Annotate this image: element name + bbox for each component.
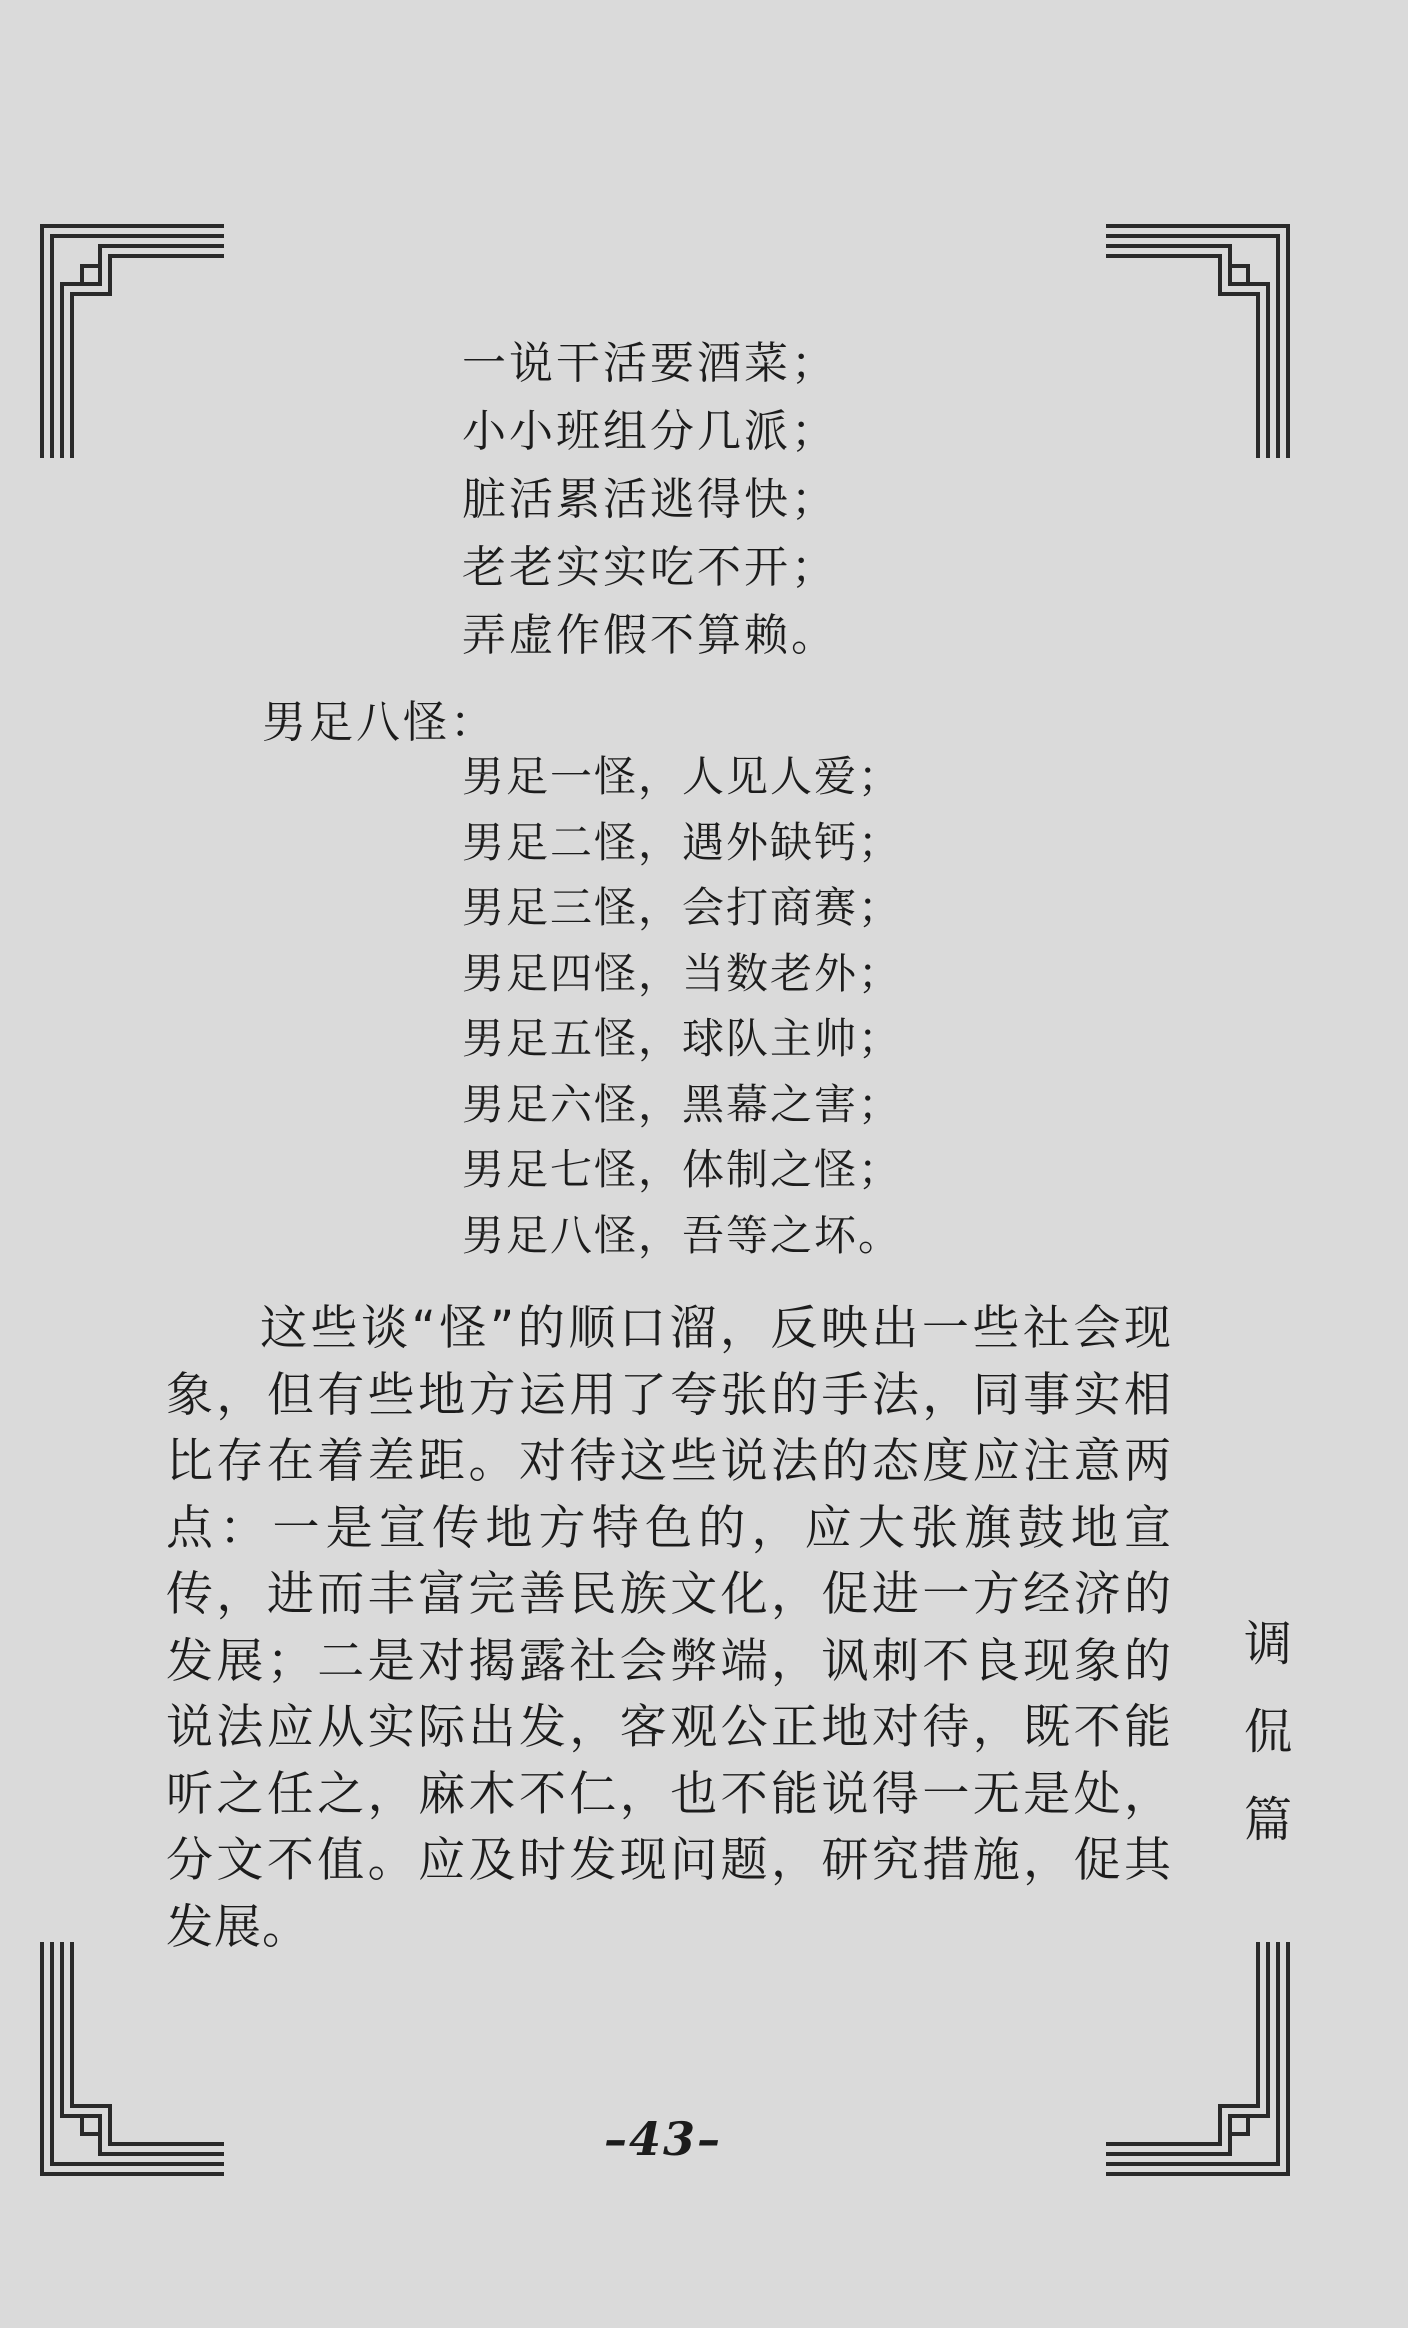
page-number: –43–	[604, 2112, 723, 2166]
paragraph: 这些谈“怪”的顺口溜，反映出一些社会现象，但有些地方运用了夸张的手法，同事实相比存在着差距。对待这些说法的态度应注意两点：一是宣传地方特色的，应大张旗鼓地宣传，进而丰富完善民族文化，促进一方经济的发展；二是对揭露社会弊端，讽刺不良现象的说法应从实际出发，客观公正地对待，既不能听之任之，麻木不仁，也不能说得一无是处，分文不值。应及时发现问题，研究措施，促其发展。	[166, 1301, 1172, 1955]
verse-line: 男足五怪，球队主帅；	[462, 1014, 903, 1063]
verse-line: 一说干活要酒菜；	[462, 338, 838, 389]
verse-line: 男足一怪，人见人爱；	[462, 752, 903, 801]
verse-line: 男足三怪，会打商赛；	[462, 883, 903, 932]
verse-block	[462, 744, 902, 1268]
body-text	[166, 1296, 1172, 1961]
corner-ornament-icon	[1102, 1938, 1292, 2178]
verse-line: 弄虚作假不算赖。	[462, 610, 838, 661]
verse-line: 脏活累活逃得快；	[462, 474, 838, 525]
verse-line: 男足七怪，体制之怪；	[462, 1145, 903, 1194]
corner-ornament-icon	[38, 222, 228, 462]
verse-line: 男足八怪，吾等之坏。	[462, 1210, 903, 1260]
verse-line: 老老实实吃不开；	[462, 542, 838, 593]
section-heading: 男足八怪：	[262, 697, 497, 748]
verse-line: 男足六怪，黑幕之害；	[462, 1079, 903, 1129]
corner-ornament-icon	[38, 1938, 228, 2178]
verse-block	[462, 330, 838, 670]
verse-line: 男足四怪，当数老外；	[462, 948, 903, 998]
verse-line: 男足二怪，遇外缺钙；	[462, 817, 903, 867]
corner-ornament-icon	[1102, 222, 1292, 462]
verse-line: 小小班组分几派；	[462, 406, 838, 457]
chapter-side-label: 调 侃 篇	[1243, 1616, 1292, 1848]
